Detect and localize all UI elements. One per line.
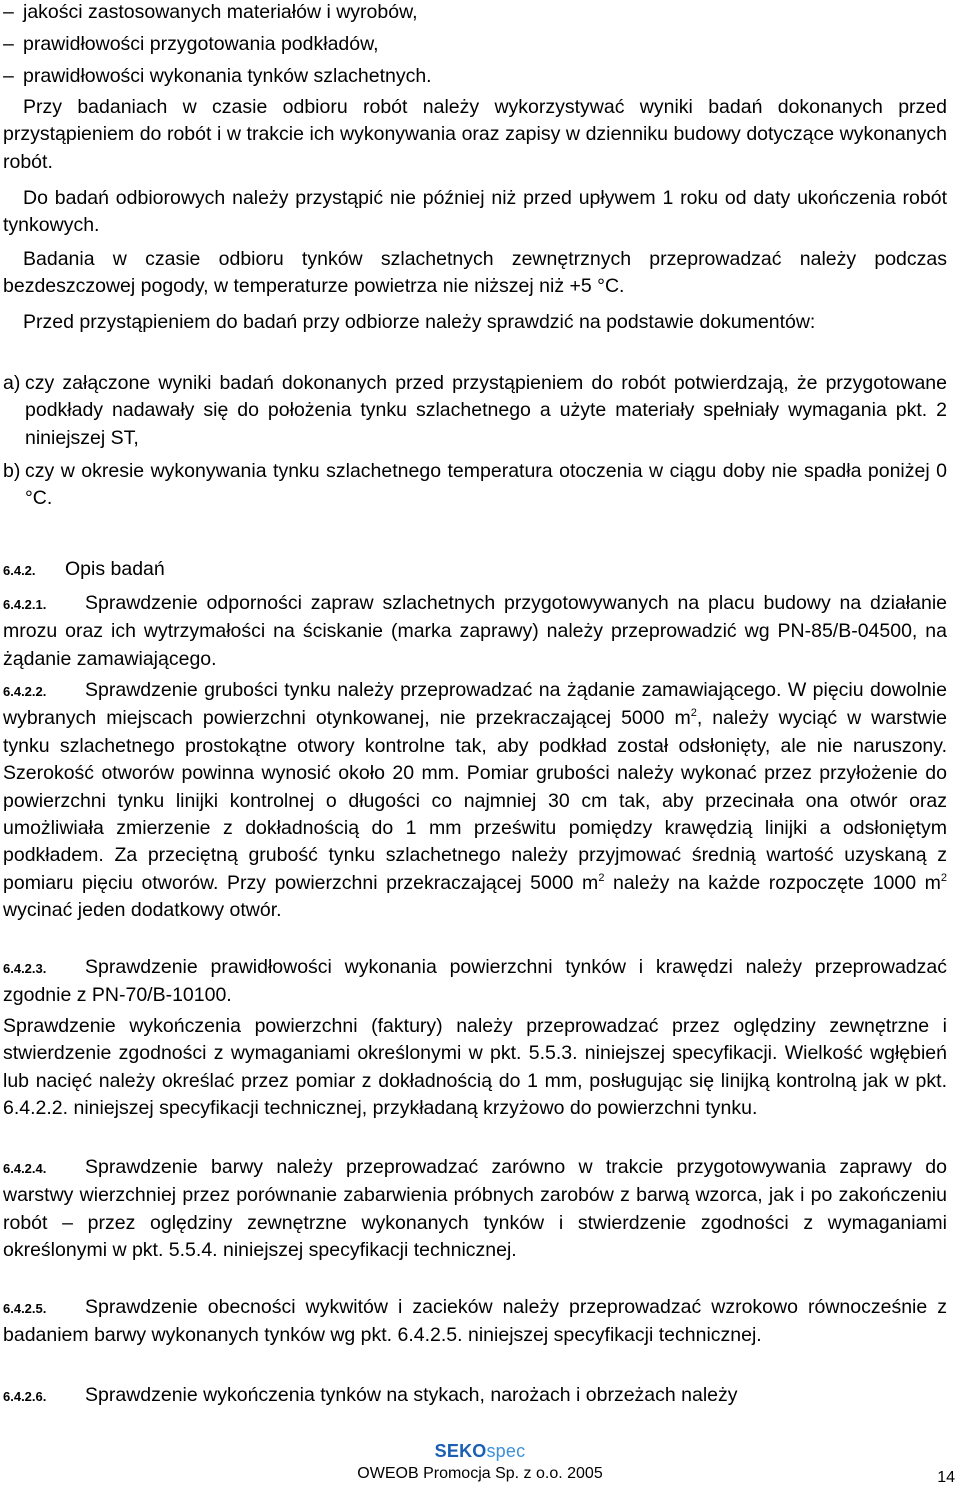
- superscript: 2: [598, 871, 605, 884]
- bullet-text: prawidłowości przygotowania podkładów,: [23, 33, 379, 55]
- subsection-paragraph: [3, 677, 947, 925]
- dash-marker: –: [3, 33, 14, 55]
- subsection-text: wycinać jeden dodatkowy otwór.: [3, 899, 282, 922]
- list-label: b): [3, 460, 21, 482]
- subsection-number: 6.4.2.2.: [3, 684, 47, 699]
- subsection-text: , należy wyciąć w warstwie tynku szlachetnego prostokątne otwory kontrolne tak, aby podkład został odsłonięty, ale nie naruszony. Szerokość otworów powinna wynosić około 20 mm. Pomiar grubości należy wykonać przez przyłożenie do powierzchni tynku linijki kontrolnej o długości co najmniej 30 cm tak, aby przecinała ona otwór oraz umożliwiała zmierzenie z dokładnością do 1 mm prześwitu pomiędzy krawędzią linijki a odsłoniętym podkładem. Za przeciętną grubość tynku szlachetnego należy przyjmować średnią wartość uzyskaną z pomiaru pięciu otworów. Przy powierzchni przekraczającej 5000 m: [3, 707, 947, 894]
- footer-company: OWEOB Promocja Sp. z o.o. 2005: [357, 1465, 603, 1482]
- list-label: a): [3, 372, 21, 394]
- subsection-number: 6.4.2.3.: [3, 961, 47, 976]
- subsection-number: 6.4.2.5.: [3, 1301, 47, 1316]
- subsection-number: 6.4.2.1.: [3, 597, 47, 612]
- subsection-number: 6.4.2.6.: [3, 1389, 47, 1404]
- superscript: 2: [690, 707, 697, 720]
- subsection-paragraph: [3, 1154, 947, 1265]
- subsection-text: Sprawdzenie obecności wykwitów i zacieków należy przeprowadzać wzrokowo równocześnie z badaniem barwy wykonanych tynków wg pkt. 6.4.2.5. niniejszej specyfikacji technicznej.: [3, 1296, 947, 1347]
- subsection-paragraph: [3, 590, 947, 673]
- bullet-text: jakości zastosowanych materiałów i wyrobów,: [23, 1, 418, 23]
- subsection-text: Sprawdzenie prawidłowości wykonania powierzchni tynków i krawędzi należy przeprowadzać zgodnie z PN-70/B-10100.: [3, 956, 947, 1007]
- subsection-paragraph: [3, 954, 947, 1010]
- subsection-text: należy na każde rozpoczęte 1000 m: [604, 871, 941, 894]
- brand-part-2: spec: [486, 1441, 526, 1461]
- bullet-item: [3, 0, 418, 24]
- list-text: czy w okresie wykonywania tynku szlachetnego temperatura otoczenia w ciągu doby nie spadła poniżej 0 °C.: [25, 460, 947, 510]
- subsection-text: Sprawdzenie grubości tynku należy przeprowadzać na żądanie zamawiającego. W pięciu dowolnie wybranych miejscach powierzchni otynkowanej, nie przekraczającej 5000 m: [3, 679, 947, 730]
- list-item: [3, 370, 947, 452]
- paragraph: Sprawdzenie wykończenia powierzchni (faktury) należy przeprowadzać przez oględziny zewnętrzne i stwierdzenie zgodności z wymaganiami określonymi w pkt. 5.5.3. niniejszej specyfikacji. Wielkość wgłębień lub nacięć należy określać przez pomiar z dokładnością do 1 mm, posługując się linijką kontrolną jak w pkt. 6.4.2.2. niniejszej specyfikacji technicznej, przykładaną krzyżowo do powierzchni tynku.: [3, 1015, 947, 1120]
- section-heading: [3, 556, 947, 584]
- brand-part-1: SEKO: [434, 1441, 487, 1461]
- bullet-item: [3, 64, 432, 88]
- dash-marker: –: [3, 1, 14, 23]
- dash-marker: –: [3, 65, 14, 87]
- list-text: czy załączone wyniki badań dokonanych przed przystąpieniem do robót potwierdzają, że przygotowane podkłady nadawały się do położenia tynku szlachetnego a użyte materiały spełniały wymagania pkt. 2 niniejszej ST,: [25, 372, 947, 449]
- subsection-paragraph: [3, 1294, 947, 1350]
- subsection-text: Sprawdzenie wykończenia tynków na stykach, narożach i obrzeżach należy: [85, 1384, 738, 1406]
- section-title: Opis badań: [65, 558, 165, 580]
- subsection-text: Sprawdzenie odporności zapraw szlachetnych przygotowywanych na placu budowy na działanie mrozu oraz ich wytrzymałości na ściskanie (marka zaprawy) należy przeprowadzić wg PN-85/B-04500, na żądanie zamawiającego.: [3, 592, 947, 670]
- paragraph: Przed przystąpieniem do badań przy odbiorze należy sprawdzić na podstawie dokumentów:: [23, 311, 816, 333]
- paragraph: Do badań odbiorowych należy przystąpić nie później niż przed upływem 1 roku od daty ukończenia robót tynkowych.: [3, 187, 947, 237]
- page-number: 14: [937, 1469, 955, 1486]
- superscript: 2: [940, 871, 948, 884]
- subsection-paragraph: [3, 1382, 947, 1410]
- paragraph: Przy badaniach w czasie odbioru robót należy wykorzystywać wyniki badań dokonanych przed przystąpieniem do robót i w trakcie ich wykonywania oraz zapisy w dzienniku budowy dotyczące wykonanych robót.: [3, 96, 947, 173]
- subsection-number: 6.4.2.4.: [3, 1161, 47, 1176]
- subsection-text: Sprawdzenie barwy należy przeprowadzać zarówno w trakcie przygotowywania zaprawy do warstwy wierzchniej przez porównanie zabarwienia próbnych zarobów z barwą wzorca, jak i po zakończeniu robót – przez oględziny zewnętrzne wykonanych tynków i stwierdzenie zgodności z wymaganiami określonymi w pkt. 5.5.4. niniejszej specyfikacji technicznej.: [3, 1156, 947, 1262]
- paragraph: Badania w czasie odbioru tynków szlachetnych zewnętrznych przeprowadzać należy podczas bezdeszczowej pogody, w temperaturze powietrza nie niższej niż +5 °C.: [3, 248, 947, 298]
- bullet-item: [3, 32, 379, 56]
- footer-brand-logo: [0, 1441, 960, 1462]
- bullet-text: prawidłowości wykonania tynków szlachetnych.: [23, 65, 432, 87]
- section-number: 6.4.2.: [3, 563, 36, 578]
- list-item: [3, 458, 947, 513]
